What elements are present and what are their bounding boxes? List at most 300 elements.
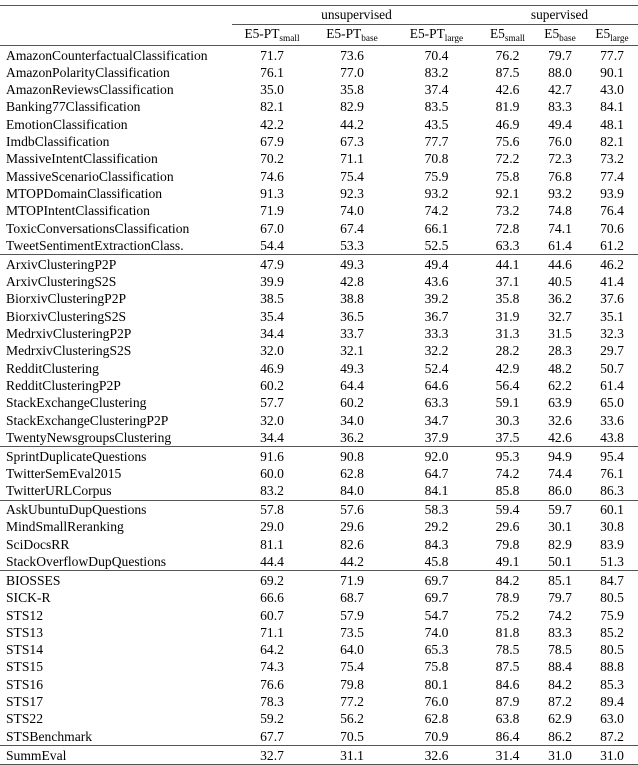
task-name-cell: BIOSSES	[6, 572, 61, 588]
score-cell: 81.1	[260, 536, 284, 552]
score-cell: 47.9	[260, 256, 284, 272]
score-cell: 41.4	[600, 274, 624, 290]
column-header-subscript: base	[559, 33, 576, 44]
table-row	[0, 98, 638, 115]
task-name-cell: SummEval	[6, 747, 67, 763]
score-cell: 76.6	[260, 676, 284, 692]
score-cell: 82.9	[548, 536, 572, 552]
score-cell: 49.3	[340, 360, 364, 376]
score-cell: 58.3	[424, 502, 449, 518]
score-cell: 59.1	[495, 395, 520, 411]
table-row	[0, 133, 638, 150]
table-row	[0, 325, 638, 342]
score-cell: 62.8	[424, 711, 449, 727]
score-cell: 44.2	[340, 554, 364, 570]
score-cell: 94.9	[548, 448, 572, 464]
table-row	[0, 360, 638, 377]
score-cell: 56.2	[340, 711, 364, 727]
score-cell: 77.7	[424, 134, 449, 150]
score-cell: 84.1	[424, 483, 449, 499]
score-cell: 84.0	[340, 483, 364, 499]
score-cell: 39.2	[424, 291, 449, 307]
score-cell: 93.2	[548, 186, 572, 201]
table-row	[0, 710, 638, 727]
table-row	[0, 536, 638, 553]
table-row	[0, 150, 638, 167]
task-name-cell: STSBenchmark	[6, 728, 93, 744]
score-cell: 57.8	[260, 502, 284, 518]
score-cell: 95.4	[600, 448, 624, 464]
score-cell: 33.3	[424, 326, 449, 341]
score-cell: 36.7	[424, 308, 449, 324]
task-name-cell: StackExchangeClusteringP2P	[6, 412, 169, 428]
task-name-cell: STS15	[6, 659, 44, 675]
score-cell: 44.2	[340, 116, 364, 132]
task-name-cell: TwitterURLCorpus	[6, 483, 112, 499]
score-cell: 92.3	[340, 186, 364, 201]
score-cell: 30.1	[548, 519, 572, 535]
score-cell: 42.6	[548, 429, 572, 445]
corner-cell	[0, 6, 232, 25]
task-name-cell: BiorxivClusteringP2P	[6, 291, 127, 307]
score-cell: 85.1	[548, 572, 572, 588]
score-cell: 36.2	[340, 429, 364, 445]
score-cell: 42.6	[495, 82, 520, 98]
task-name-cell: ArxivClusteringS2S	[6, 274, 117, 290]
score-cell: 38.5	[260, 291, 284, 307]
score-cell: 30.8	[600, 519, 624, 535]
task-name-cell: AmazonPolarityClassification	[6, 64, 170, 80]
score-cell: 28.3	[548, 343, 572, 359]
table-row	[0, 429, 638, 447]
score-cell: 64.4	[340, 377, 364, 393]
table-row	[0, 308, 638, 325]
score-cell: 49.3	[340, 256, 364, 272]
score-cell: 87.2	[548, 694, 572, 710]
column-group-unsupervised: unsupervised	[321, 7, 392, 22]
score-cell: 82.9	[340, 99, 364, 115]
score-cell: 74.6	[260, 168, 284, 184]
score-cell: 32.7	[548, 308, 572, 324]
score-cell: 46.9	[495, 116, 520, 132]
score-cell: 87.2	[600, 728, 624, 744]
score-cell: 73.2	[495, 203, 520, 219]
score-cell: 84.2	[548, 676, 572, 692]
score-cell: 46.9	[260, 360, 284, 376]
table-row	[0, 237, 638, 255]
score-cell: 38.8	[340, 291, 364, 307]
score-cell: 89.4	[600, 694, 624, 710]
task-name-cell: Banking77Classification	[6, 99, 141, 115]
score-cell: 74.0	[340, 203, 364, 219]
score-cell: 62.9	[548, 711, 572, 727]
score-cell: 37.5	[495, 429, 520, 445]
score-cell: 68.7	[340, 590, 364, 606]
score-cell: 93.2	[424, 186, 449, 201]
column-header-base: E5-PT	[409, 26, 445, 41]
score-cell: 78.9	[495, 590, 520, 606]
table-row	[0, 728, 638, 746]
score-cell: 83.2	[260, 483, 284, 499]
score-cell: 75.2	[495, 607, 520, 623]
score-cell: 29.7	[600, 343, 624, 359]
score-cell: 32.3	[600, 326, 624, 341]
task-name-cell: SciDocsRR	[6, 536, 70, 552]
score-cell: 75.9	[424, 168, 449, 184]
score-cell: 76.4	[600, 203, 624, 219]
table-row	[0, 342, 638, 359]
score-cell: 59.2	[260, 711, 284, 727]
table-body	[0, 6, 638, 765]
score-cell: 29.0	[260, 519, 284, 535]
score-cell: 34.0	[340, 412, 364, 428]
score-cell: 82.1	[600, 134, 624, 150]
table-row	[0, 746, 638, 764]
task-name-cell: STS13	[6, 624, 44, 640]
score-cell: 42.8	[340, 274, 364, 290]
task-name-cell: MTOPDomainClassification	[6, 186, 163, 201]
table-row	[0, 220, 638, 237]
score-cell: 71.9	[340, 572, 364, 588]
score-cell: 70.6	[600, 220, 624, 236]
score-cell: 34.4	[260, 326, 284, 341]
table-row	[0, 290, 638, 307]
column-header-base: E5	[544, 26, 560, 41]
column-header-base: E5	[489, 26, 505, 41]
table-row	[0, 185, 638, 202]
score-cell: 39.9	[260, 274, 284, 290]
score-cell: 88.8	[600, 659, 624, 675]
score-cell: 90.1	[600, 64, 624, 80]
score-cell: 63.0	[600, 711, 624, 727]
task-name-cell: TweetSentimentExtractionClass.	[6, 237, 184, 253]
score-cell: 71.9	[260, 203, 284, 219]
task-name-cell: STS22	[6, 711, 44, 727]
score-cell: 77.4	[600, 168, 624, 184]
score-cell: 31.5	[548, 326, 572, 341]
score-cell: 72.8	[495, 220, 520, 236]
score-cell: 67.9	[260, 134, 284, 150]
score-cell: 83.5	[424, 99, 449, 115]
score-cell: 66.1	[424, 220, 449, 236]
score-cell: 80.5	[600, 642, 624, 658]
score-cell: 42.7	[548, 82, 572, 98]
score-cell: 93.9	[600, 186, 624, 201]
score-cell: 62.8	[340, 466, 364, 481]
score-cell: 86.4	[495, 728, 520, 744]
column-header-E5-PT-small	[232, 25, 312, 46]
score-cell: 74.8	[548, 203, 572, 219]
score-cell: 76.0	[424, 694, 449, 710]
task-name-cell: AskUbuntuDupQuestions	[6, 502, 147, 518]
table-row	[0, 501, 638, 519]
score-cell: 77.2	[340, 694, 364, 710]
score-cell: 61.4	[548, 237, 572, 253]
score-cell: 72.2	[495, 151, 520, 167]
task-name-cell: STS14	[6, 642, 44, 658]
score-cell: 67.3	[340, 134, 364, 150]
score-cell: 33.6	[600, 412, 624, 428]
score-cell: 42.9	[495, 360, 520, 376]
table-row	[0, 377, 638, 394]
task-name-cell: MedrxivClusteringP2P	[6, 326, 132, 341]
score-cell: 86.0	[548, 483, 572, 499]
task-name-cell: TwitterSemEval2015	[6, 466, 122, 481]
task-name-cell: STS16	[6, 676, 44, 692]
score-cell: 75.4	[340, 659, 364, 675]
score-cell: 56.4	[495, 377, 520, 393]
column-header-subscript: base	[361, 33, 378, 44]
score-cell: 70.8	[424, 151, 449, 167]
score-cell: 52.4	[424, 360, 449, 376]
score-cell: 70.4	[424, 47, 449, 63]
score-cell: 69.7	[424, 590, 449, 606]
score-cell: 44.4	[260, 554, 284, 570]
score-cell: 74.1	[548, 220, 572, 236]
task-name-cell: STS12	[6, 607, 44, 623]
task-name-cell: ArxivClusteringP2P	[6, 256, 117, 272]
score-cell: 75.4	[340, 168, 364, 184]
score-cell: 84.6	[495, 676, 520, 692]
score-cell: 30.3	[495, 412, 520, 428]
table-row	[0, 571, 638, 589]
score-cell: 69.2	[260, 572, 284, 588]
score-cell: 29.2	[424, 519, 449, 535]
score-cell: 64.6	[424, 377, 449, 393]
score-cell: 35.1	[600, 308, 624, 324]
task-column-header	[0, 25, 232, 46]
score-cell: 65.3	[424, 642, 449, 658]
score-cell: 59.4	[495, 502, 520, 518]
score-cell: 74.3	[260, 659, 284, 675]
score-cell: 40.5	[548, 274, 572, 290]
task-name-cell: STS17	[6, 694, 44, 710]
score-cell: 79.8	[340, 676, 364, 692]
score-cell: 60.0	[260, 466, 284, 481]
task-name-cell: RedditClusteringP2P	[6, 377, 121, 393]
score-cell: 46.2	[600, 256, 624, 272]
score-cell: 70.9	[424, 728, 449, 744]
score-cell: 73.2	[600, 151, 624, 167]
score-cell: 86.2	[548, 728, 572, 744]
table-row	[0, 447, 638, 465]
score-cell: 81.9	[495, 99, 520, 115]
score-cell: 31.0	[600, 747, 624, 763]
score-cell: 50.7	[600, 360, 624, 376]
benchmark-results-table	[0, 5, 638, 765]
score-cell: 74.2	[424, 203, 449, 219]
score-cell: 57.7	[260, 395, 284, 411]
score-cell: 32.0	[260, 412, 284, 428]
score-cell: 32.6	[424, 747, 449, 763]
column-header-row	[0, 25, 638, 46]
table-row	[0, 255, 638, 273]
score-cell: 32.1	[340, 343, 364, 359]
table-row	[0, 273, 638, 290]
score-cell: 44.1	[495, 256, 520, 272]
column-header-base: E5-PT	[244, 26, 280, 41]
score-cell: 80.1	[424, 676, 449, 692]
score-cell: 85.2	[600, 624, 624, 640]
task-name-cell: TwentyNewsgroupsClustering	[6, 429, 172, 445]
score-cell: 84.1	[600, 99, 624, 115]
score-cell: 84.7	[600, 572, 624, 588]
score-cell: 64.0	[340, 642, 364, 658]
score-cell: 95.3	[495, 448, 520, 464]
task-name-cell: SprintDuplicateQuestions	[6, 448, 147, 464]
score-cell: 74.2	[548, 607, 572, 623]
task-name-cell: AmazonCounterfactualClassification	[6, 47, 208, 63]
score-cell: 32.2	[424, 343, 449, 359]
table-row	[0, 412, 638, 429]
score-cell: 64.7	[424, 466, 449, 481]
table-row	[0, 676, 638, 693]
score-cell: 66.6	[260, 590, 284, 606]
score-cell: 83.3	[548, 624, 572, 640]
table-row	[0, 641, 638, 658]
score-cell: 84.3	[424, 536, 449, 552]
score-cell: 85.8	[495, 483, 520, 499]
column-header-subscript: small	[504, 33, 526, 44]
score-cell: 83.2	[424, 64, 449, 80]
score-cell: 69.7	[424, 572, 449, 588]
score-cell: 57.6	[340, 502, 364, 518]
table-row	[0, 624, 638, 641]
score-cell: 36.5	[340, 308, 364, 324]
score-cell: 82.6	[340, 536, 364, 552]
score-cell: 49.4	[548, 116, 572, 132]
score-cell: 61.4	[600, 377, 624, 393]
score-cell: 87.5	[495, 659, 520, 675]
task-name-cell: EmotionClassification	[6, 116, 128, 132]
score-cell: 76.0	[548, 134, 572, 150]
score-cell: 74.2	[495, 466, 520, 481]
score-cell: 67.7	[260, 728, 284, 744]
score-cell: 50.1	[548, 554, 572, 570]
score-cell: 64.2	[260, 642, 284, 658]
score-cell: 37.1	[495, 274, 520, 290]
score-cell: 59.7	[548, 502, 572, 518]
score-cell: 75.8	[424, 659, 449, 675]
score-cell: 78.3	[260, 694, 284, 710]
score-cell: 73.5	[340, 624, 364, 640]
score-cell: 49.1	[495, 554, 520, 570]
score-cell: 91.6	[260, 448, 284, 464]
score-cell: 87.5	[495, 64, 520, 80]
column-header-E5-large	[586, 25, 638, 46]
score-cell: 32.7	[260, 747, 284, 763]
score-cell: 60.1	[600, 502, 624, 518]
score-cell: 77.0	[340, 64, 364, 80]
table-row	[0, 607, 638, 624]
score-cell: 74.4	[548, 466, 572, 481]
score-cell: 70.2	[260, 151, 284, 167]
task-name-cell: MassiveScenarioClassification	[6, 168, 174, 184]
score-cell: 75.8	[495, 168, 520, 184]
score-cell: 80.5	[600, 590, 624, 606]
score-cell: 63.3	[495, 237, 520, 253]
score-cell: 31.4	[495, 747, 520, 763]
score-cell: 51.3	[600, 554, 624, 570]
score-cell: 29.6	[340, 519, 364, 535]
score-cell: 87.9	[495, 694, 520, 710]
score-cell: 43.0	[600, 82, 624, 98]
column-header-E5-base	[534, 25, 586, 46]
score-cell: 63.3	[424, 395, 449, 411]
score-cell: 65.0	[600, 395, 624, 411]
score-cell: 37.4	[424, 82, 449, 98]
task-name-cell: MindSmallReranking	[6, 519, 124, 535]
score-cell: 42.2	[260, 116, 284, 132]
score-cell: 43.5	[424, 116, 449, 132]
score-cell: 79.7	[548, 590, 572, 606]
score-cell: 60.2	[340, 395, 364, 411]
score-cell: 45.8	[424, 554, 449, 570]
table-row	[0, 693, 638, 710]
table-row	[0, 518, 638, 535]
score-cell: 37.9	[424, 429, 449, 445]
task-name-cell: ImdbClassification	[6, 134, 110, 150]
score-cell: 75.6	[495, 134, 520, 150]
table-row	[0, 553, 638, 571]
score-cell: 32.6	[548, 412, 572, 428]
task-name-cell: RedditClustering	[6, 360, 99, 376]
table-row	[0, 394, 638, 411]
score-cell: 31.1	[340, 747, 364, 763]
score-cell: 83.3	[548, 99, 572, 115]
table-row	[0, 482, 638, 500]
score-cell: 91.3	[260, 186, 284, 201]
score-cell: 78.5	[548, 642, 572, 658]
score-cell: 61.2	[600, 237, 624, 253]
score-cell: 78.5	[495, 642, 520, 658]
score-cell: 48.1	[600, 116, 624, 132]
column-header-E5-small	[481, 25, 534, 46]
score-cell: 71.1	[340, 151, 364, 167]
score-cell: 49.4	[424, 256, 449, 272]
score-cell: 84.2	[495, 572, 520, 588]
column-header-subscript: large	[610, 33, 629, 44]
table-row	[0, 202, 638, 219]
table-row	[0, 589, 638, 606]
table-row	[0, 81, 638, 98]
table-row	[0, 64, 638, 81]
score-cell: 74.0	[424, 624, 449, 640]
score-cell: 36.2	[548, 291, 572, 307]
task-name-cell: MassiveIntentClassification	[6, 151, 158, 167]
task-name-cell: StackExchangeClustering	[6, 395, 147, 411]
score-cell: 37.6	[600, 291, 624, 307]
task-name-cell: StackOverflowDupQuestions	[6, 554, 167, 570]
score-cell: 28.2	[495, 343, 520, 359]
score-cell: 33.7	[340, 326, 364, 341]
score-cell: 71.1	[260, 624, 284, 640]
score-cell: 67.0	[260, 220, 284, 236]
table-row	[0, 46, 638, 64]
score-cell: 81.8	[495, 624, 520, 640]
score-cell: 63.8	[495, 711, 520, 727]
score-cell: 35.8	[340, 82, 364, 98]
column-group-supervised: supervised	[530, 7, 589, 22]
score-cell: 92.0	[424, 448, 449, 464]
score-cell: 71.7	[260, 47, 284, 63]
score-cell: 63.9	[548, 395, 572, 411]
column-header-E5-PT-large	[392, 25, 481, 46]
score-cell: 82.1	[260, 99, 284, 115]
task-name-cell: SICK-R	[6, 590, 51, 606]
score-cell: 62.2	[548, 377, 572, 393]
task-name-cell: BiorxivClusteringS2S	[6, 308, 127, 324]
